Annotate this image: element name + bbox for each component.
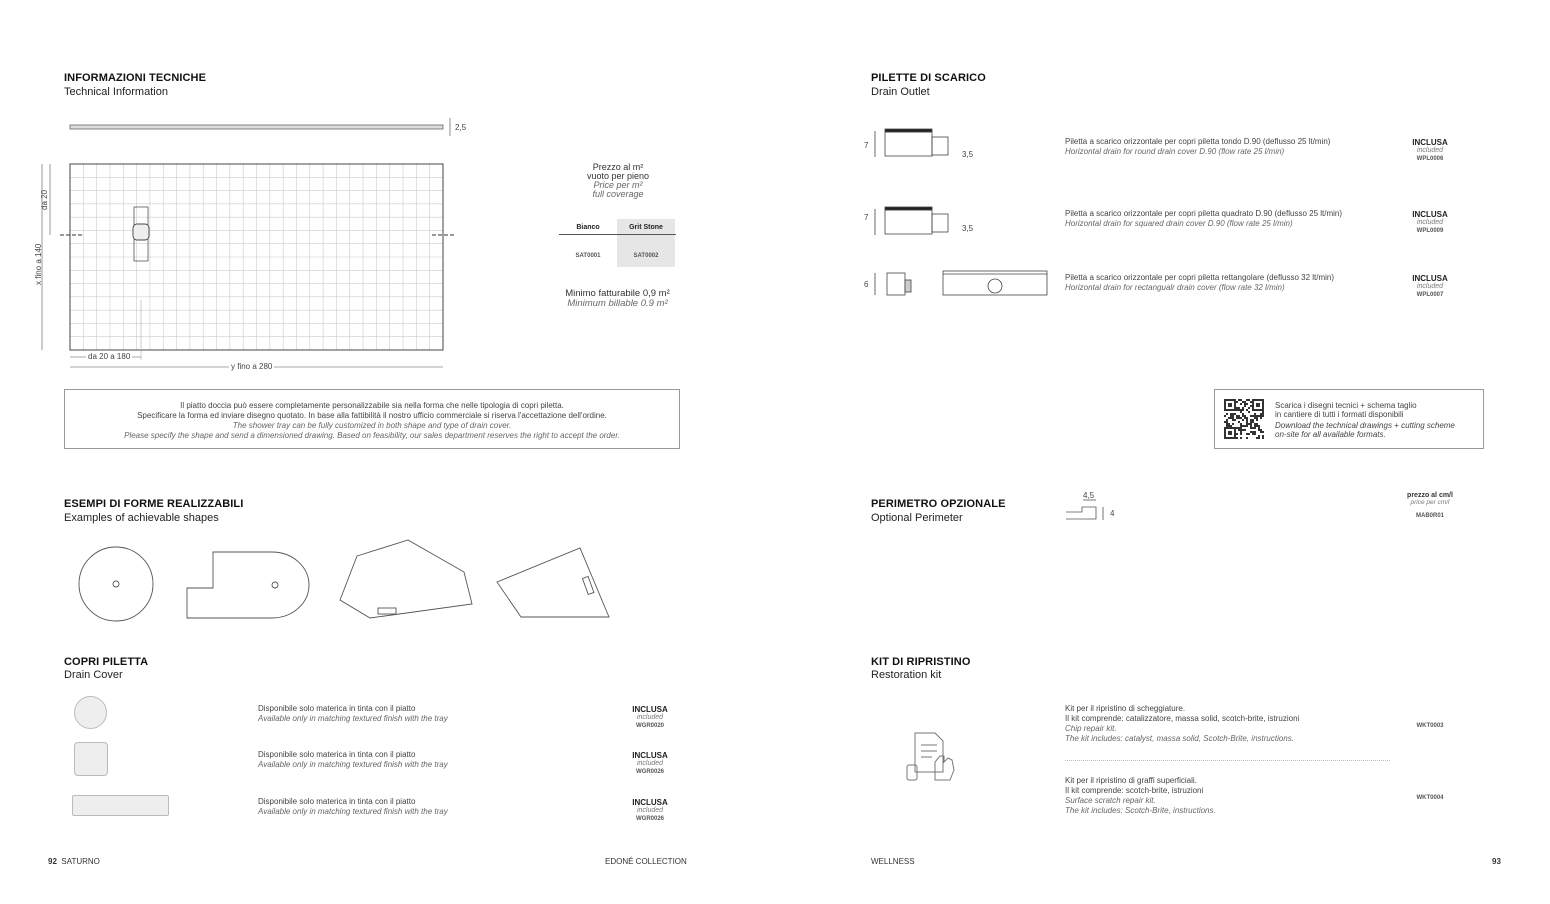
- kit-divider: [1065, 760, 1390, 761]
- item-code: WGR0020: [635, 723, 664, 729]
- desc-it: Disponibile solo materica in tinta con il piatto: [258, 704, 416, 713]
- download-en: on-site for all available formats.: [1275, 430, 1386, 439]
- inc-label: INCLUSA: [1412, 210, 1448, 219]
- qr-code-icon[interactable]: [1224, 399, 1264, 439]
- desc-it: Piletta a scarico orizzontale per copri piletta tondo D.90 (deflusso 25 lt/min): [1065, 137, 1331, 146]
- kit-desc: Kit per il ripristino di graffi superficiali.: [1065, 776, 1197, 785]
- note-it: Il piatto doccia può essere completamente personalizzabile sia nella forma che nelle tipologia di copri piletta.: [180, 401, 564, 410]
- price-label: vuoto per pieno: [586, 171, 650, 181]
- row-text: [1065, 273, 1334, 293]
- drain-round-drawing: [875, 129, 948, 157]
- min-billable: [545, 289, 690, 309]
- desc-en: Available only in matching textured finish with the tray: [258, 760, 448, 769]
- perimeter-subtitle: Optional Perimeter: [871, 512, 963, 524]
- item-code: WPL0009: [1416, 228, 1444, 234]
- rect-cover-icon: [72, 795, 169, 816]
- inc-label: INCLUSA: [632, 705, 668, 714]
- drain-rect-drawing: [875, 271, 1047, 295]
- perimeter-price-en: price per cm/l: [1410, 499, 1450, 506]
- page-number: 93: [1492, 857, 1501, 866]
- code-grit-stone: SAT0002: [633, 253, 659, 259]
- shape-custom-1: [187, 552, 309, 618]
- kit-subtitle: Restoration kit: [871, 669, 942, 681]
- inc-label-en: included: [1416, 283, 1444, 290]
- desc-en: Available only in matching textured finish with the tray: [258, 807, 448, 816]
- section-name: WELLNESS: [871, 857, 915, 866]
- customization-note: [64, 389, 680, 449]
- dim-y: y fino a 280: [231, 362, 273, 371]
- desc-en: Horizontal drain for rectangualr drain cover (flow rate 32 l/min): [1065, 283, 1285, 292]
- round-cover-icon: [74, 696, 107, 729]
- perimeter-title: PERIMETRO OPZIONALE: [871, 498, 1006, 510]
- kit-desc-en: The kit includes: catalyst, massa solid, Scotch-Brite, instructions.: [1065, 734, 1294, 743]
- kit-desc-en: Surface scratch repair kit.: [1065, 796, 1156, 805]
- drain-height: 6: [864, 280, 869, 289]
- dim-da20: da 20: [40, 189, 49, 210]
- cover-subtitle: Drain Cover: [64, 669, 123, 681]
- desc-it: Disponibile solo materica in tinta con il piatto: [258, 750, 416, 759]
- item-code: WGR0026: [635, 769, 664, 775]
- price-label: Prezzo al m²: [592, 162, 644, 172]
- inc-label: INCLUSA: [1412, 138, 1448, 147]
- kit-title: KIT DI RIPRISTINO: [871, 656, 971, 668]
- dim-da20a180: da 20 a 180: [88, 352, 131, 361]
- included-badge: [620, 705, 680, 730]
- drain-outlet-height: 3,5: [962, 224, 974, 233]
- download-box[interactable]: [1214, 389, 1484, 449]
- item-code: WPL0006: [1416, 156, 1444, 162]
- drain-height: 7: [864, 213, 869, 222]
- perimeter-price: [1400, 492, 1460, 520]
- footer-left: [48, 857, 100, 866]
- included-badge: [1400, 274, 1460, 299]
- price-table-rule: [559, 234, 676, 235]
- kit-item: [1065, 704, 1299, 744]
- kit-document-hand-icon: [0, 0, 1, 1]
- inc-label: INCLUSA: [632, 751, 668, 760]
- drain-square-drawing: [875, 207, 948, 235]
- kit-item: [1065, 776, 1216, 816]
- shape-quad: [497, 548, 609, 617]
- perimeter-price-it: prezzo al cm/l: [1407, 492, 1453, 499]
- shape-round: [79, 547, 153, 621]
- tech-subtitle: Technical Information: [64, 86, 168, 98]
- download-it: Scarica i disegni tecnici + schema taglio: [1275, 401, 1417, 410]
- kit-desc: Il kit comprende: catalizzatore, massa solid, scotch-brite, istruzioni: [1065, 714, 1300, 723]
- inc-label: INCLUSA: [1412, 274, 1448, 283]
- note-en: Please specify the shape and send a dimensioned drawing. Based on feasibility, our sales department reserves the right to accept the order.: [124, 431, 620, 440]
- item-code: WGR0026: [635, 816, 664, 822]
- price-label-en: Price per m²: [593, 180, 643, 190]
- square-cover-icon: [74, 742, 108, 776]
- row-text: [1065, 137, 1330, 157]
- perimeter-code: MAB0R01: [1415, 513, 1444, 519]
- desc-it: Disponibile solo materica in tinta con il piatto: [258, 797, 416, 806]
- product-name: SATURNO: [61, 857, 100, 866]
- desc-en: Horizontal drain for round drain cover D.90 (flow rate 25 l/min): [1065, 147, 1285, 156]
- inc-label-en: included: [636, 807, 664, 814]
- price-header: [560, 163, 676, 199]
- shapes-subtitle: Examples of achievable shapes: [64, 512, 219, 524]
- min-billable-it: Minimo fatturabile 0,9 m²: [565, 288, 670, 299]
- inc-label: INCLUSA: [632, 798, 668, 807]
- inc-label-en: included: [636, 714, 664, 721]
- included-badge: [620, 751, 680, 776]
- kit-code: WKT0004: [1416, 795, 1444, 801]
- inc-label-en: included: [1416, 219, 1444, 226]
- shape-pentagon: [340, 540, 472, 618]
- inc-label-en: included: [1416, 147, 1444, 154]
- drain-height: 7: [864, 141, 869, 150]
- perimeter-width: 4,5: [1083, 491, 1095, 500]
- note-en: The shower tray can be fully customized in both shape and type of drain cover.: [232, 421, 512, 430]
- item-code: WPL0007: [1416, 292, 1444, 298]
- inc-label-en: included: [636, 760, 664, 767]
- kit-desc-en: The kit includes: Scotch-Brite, instructions.: [1065, 806, 1216, 815]
- kit-desc: Kit per il ripristino di scheggiature.: [1065, 704, 1186, 713]
- download-text: [1275, 401, 1455, 439]
- row-text: [258, 797, 448, 817]
- drain-subtitle: Drain Outlet: [871, 86, 930, 98]
- desc-en: Available only in matching textured finish with the tray: [258, 714, 448, 723]
- note-it: Specificare la forma ed inviare disegno quotato. In base alla fattibilità il nostro ufficio commerciale si riserva l'accettazione dell'ordine.: [137, 411, 607, 420]
- min-billable-en: Minimum billable 0.9 m²: [567, 298, 668, 309]
- page-number: 92: [48, 857, 57, 866]
- included-badge: [1400, 210, 1460, 235]
- desc-en: Horizontal drain for squared drain cover D.90 (flow rate 25 l/min): [1065, 219, 1293, 228]
- row-text: [1065, 209, 1342, 229]
- kit-desc-en: Chip repair kit.: [1065, 724, 1117, 733]
- perimeter-height: 4: [1110, 509, 1115, 518]
- desc-it: Piletta a scarico orizzontale per copri piletta rettangolare (deflusso 32 lt/min): [1065, 273, 1335, 282]
- included-badge: [620, 798, 680, 823]
- download-en: Download the technical drawings + cutting scheme: [1275, 421, 1455, 430]
- shapes-title: ESEMPI DI FORME REALIZZABILI: [64, 498, 244, 510]
- desc-it: Piletta a scarico orizzontale per copri piletta quadrato D.90 (deflusso 25 lt/min): [1065, 209, 1343, 218]
- dim-x: x fino a 140: [34, 243, 43, 285]
- col-grit-stone: Grit Stone: [629, 224, 663, 231]
- included-badge: [1400, 138, 1460, 163]
- thickness-dim: 2,5: [455, 123, 467, 132]
- tech-title: INFORMAZIONI TECNICHE: [64, 72, 207, 84]
- kit-desc: Il kit comprende: scotch-brite, istruzioni: [1065, 786, 1204, 795]
- download-it: in cantiere di tutti i formati disponibili: [1275, 410, 1404, 419]
- collection-name: EDONÉ COLLECTION: [605, 857, 687, 866]
- code-bianco: SAT0001: [575, 253, 601, 259]
- col-bianco: Bianco: [576, 224, 600, 231]
- row-text: [258, 704, 448, 724]
- price-label-en: full coverage: [592, 189, 644, 199]
- cover-title: COPRI PILETTA: [64, 656, 149, 668]
- kit-code: WKT0003: [1416, 723, 1444, 729]
- row-text: [258, 750, 448, 770]
- drain-outlet-height: 3,5: [962, 150, 974, 159]
- drain-title: PILETTE DI SCARICO: [871, 72, 986, 84]
